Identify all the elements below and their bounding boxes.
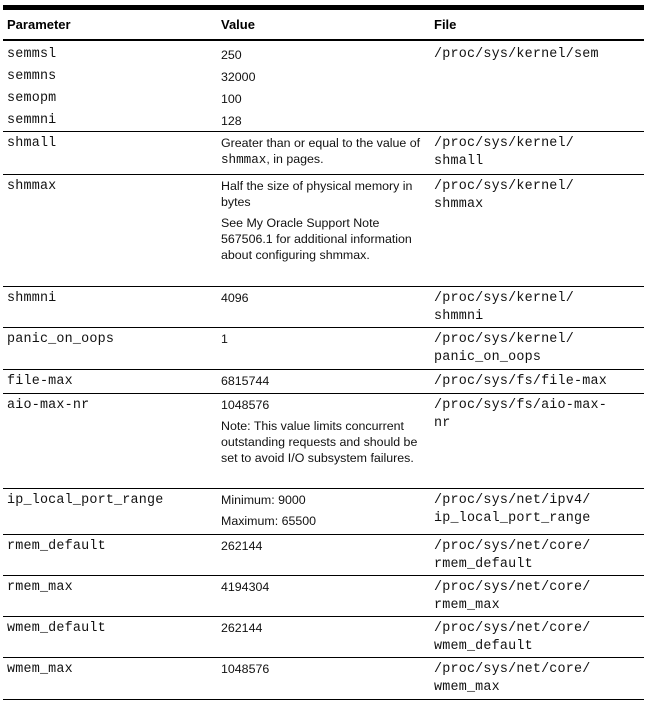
file-path-line2: rmem_default bbox=[434, 557, 533, 572]
table-row-wmem-max bbox=[3, 658, 644, 700]
file-path-line1: /proc/sys/net/core/ bbox=[434, 662, 591, 677]
param-shmmax: shmmax bbox=[7, 179, 57, 194]
value-file-max: 6815744 bbox=[221, 374, 270, 388]
table-row-ip-local-port-range bbox=[3, 489, 644, 535]
file-path: /proc/sys/kernel/sem bbox=[434, 47, 599, 62]
table-row-panic-on-oops bbox=[3, 328, 644, 370]
param-wmem-default: wmem_default bbox=[7, 621, 106, 636]
table-row-shmall bbox=[3, 132, 644, 175]
param-rmem-max: rmem_max bbox=[7, 580, 73, 595]
file-path-line2: shmall bbox=[434, 154, 484, 169]
value-text-end: , in pages. bbox=[266, 152, 324, 166]
value-code: shmmax bbox=[221, 153, 267, 167]
file-path-line2: nr bbox=[434, 416, 451, 431]
value-semmni: 128 bbox=[221, 114, 242, 128]
table-row-shmmax bbox=[3, 175, 644, 287]
value-panic-on-oops: 1 bbox=[221, 332, 228, 346]
table-row-file-max bbox=[3, 370, 644, 394]
file-path-line1: /proc/sys/net/ipv4/ bbox=[434, 493, 591, 508]
value-rmem-default: 262144 bbox=[221, 539, 263, 553]
header-parameter: Parameter bbox=[7, 17, 71, 32]
file-cell bbox=[432, 44, 644, 131]
value-shmall bbox=[221, 135, 430, 168]
value-rmem-max: 4194304 bbox=[221, 580, 270, 594]
value-wmem-default: 262144 bbox=[221, 621, 263, 635]
file-path-line1: /proc/sys/net/core/ bbox=[434, 621, 591, 636]
table-row-shmmni bbox=[3, 287, 644, 328]
value-semmns: 32000 bbox=[221, 70, 256, 84]
param-shmall: shmall bbox=[7, 136, 57, 151]
file-path-line2: shmmni bbox=[434, 309, 484, 324]
file-path-line2: shmmax bbox=[434, 197, 484, 212]
file-path: /proc/sys/fs/file-max bbox=[434, 374, 607, 389]
param-semmns: semmns bbox=[7, 69, 57, 84]
param-aio-max-nr: aio-max-nr bbox=[7, 398, 90, 413]
file-path-line2: wmem_max bbox=[434, 680, 500, 695]
file-path-line1: /proc/sys/fs/aio-max- bbox=[434, 398, 607, 413]
header-file: File bbox=[434, 17, 457, 32]
file-path-line1: /proc/sys/kernel/ bbox=[434, 136, 575, 151]
value-semmsl: 250 bbox=[221, 48, 242, 62]
param-rmem-default: rmem_default bbox=[7, 539, 106, 554]
value-text: Greater than or equal to the value of bbox=[221, 136, 421, 150]
param-file-max: file-max bbox=[7, 374, 73, 389]
value-aio-max-nr: 1048576 bbox=[221, 398, 270, 412]
param-ip-local-port-range: ip_local_port_range bbox=[7, 493, 164, 508]
table-row-aio-max-nr bbox=[3, 394, 644, 489]
file-path-line1: /proc/sys/kernel/ bbox=[434, 291, 575, 306]
file-path-line1: /proc/sys/kernel/ bbox=[434, 332, 575, 347]
value-minimum: Minimum: 9000 bbox=[221, 493, 306, 507]
table-row-semaphores bbox=[3, 41, 644, 132]
file-path-line2: rmem_max bbox=[434, 598, 500, 613]
value-shmmax-note: See My Oracle Support Note 567506.1 for additional information about configuring shmmax. bbox=[221, 216, 412, 262]
param-shmmni: shmmni bbox=[7, 291, 57, 306]
value-shmmax: Half the size of physical memory in bytes bbox=[221, 179, 413, 209]
header-value: Value bbox=[221, 17, 255, 32]
table-row-rmem-max bbox=[3, 576, 644, 617]
kernel-parameters-table bbox=[3, 5, 644, 700]
param-semmsl: semmsl bbox=[7, 47, 57, 62]
param-semopm: semopm bbox=[7, 91, 57, 106]
table-row-rmem-default bbox=[3, 535, 644, 576]
param-panic-on-oops: panic_on_oops bbox=[7, 332, 115, 347]
parameter-cell bbox=[3, 44, 219, 131]
value-cell bbox=[219, 44, 432, 131]
value-semopm: 100 bbox=[221, 92, 242, 106]
param-semmni: semmni bbox=[7, 113, 57, 128]
file-path-line1: /proc/sys/net/core/ bbox=[434, 539, 591, 554]
param-wmem-max: wmem_max bbox=[7, 662, 73, 677]
file-path-line2: ip_local_port_range bbox=[434, 511, 591, 526]
value-maximum: Maximum: 65500 bbox=[221, 514, 317, 528]
file-path-line2: wmem_default bbox=[434, 639, 533, 654]
value-shmmni: 4096 bbox=[221, 291, 249, 305]
file-path-line1: /proc/sys/net/core/ bbox=[434, 580, 591, 595]
value-wmem-max: 1048576 bbox=[221, 662, 270, 676]
table-header bbox=[3, 10, 644, 41]
file-path-line2: panic_on_oops bbox=[434, 350, 542, 365]
value-aio-max-nr-note: Note: This value limits concurrent outstanding requests and should be set to avoid I/O subsystem failures. bbox=[221, 419, 418, 465]
file-path-line1: /proc/sys/kernel/ bbox=[434, 179, 575, 194]
table-row-wmem-default bbox=[3, 617, 644, 658]
